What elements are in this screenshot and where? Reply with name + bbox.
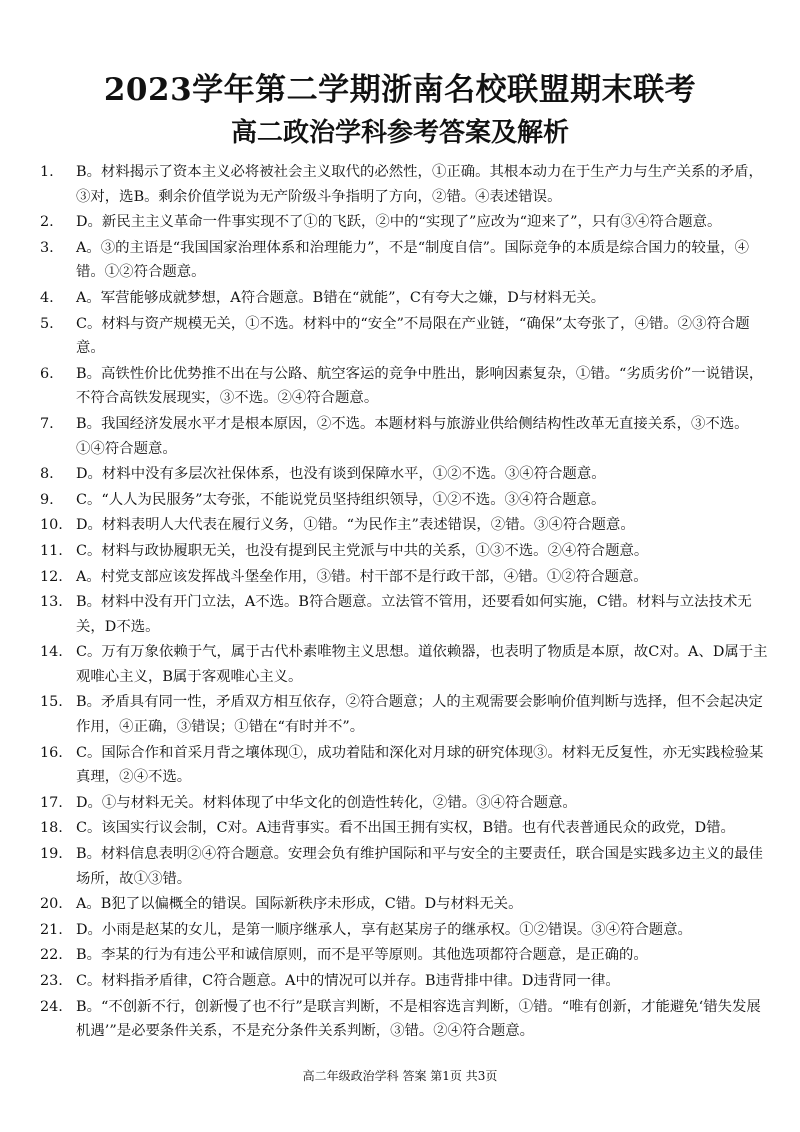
answer-item bbox=[40, 513, 768, 538]
answer-item bbox=[40, 565, 768, 590]
answer-item bbox=[40, 640, 768, 689]
answer-number: 11. bbox=[40, 542, 63, 559]
answer-explanation: B。“不创新不行，创新慢了也不行”是联言判断，不是相容选言判断，①错。“唯有创新，才能避免‘错失发展机遇’”是必要条件关系，不是充分条件关系判断，③错。②④符合题意。 bbox=[76, 998, 761, 1040]
answer-number: 12. bbox=[40, 568, 63, 585]
answer-item bbox=[40, 892, 768, 917]
answer-item bbox=[40, 210, 768, 235]
answer-explanation: D。小雨是赵某的女儿，是第一顺序继承人，享有赵某房子的继承权。①②错误。③④符合题意。 bbox=[76, 921, 692, 938]
answer-item bbox=[40, 312, 768, 361]
answer-item bbox=[40, 590, 768, 639]
answer-explanation: D。材料中没有多层次社保体系，也没有谈到保障水平，①②不选。③④符合题意。 bbox=[76, 466, 606, 483]
answer-explanation: D。材料表明人大代表在履行义务，①错。“为民作主”表述错误，②错。③④符合题意。 bbox=[76, 517, 635, 534]
answer-item bbox=[40, 690, 768, 739]
answer-explanation: C。材料指矛盾律，C符合题意。A中的情况可以并存。B违背排中律。D违背同一律。 bbox=[76, 973, 620, 989]
answer-explanation: A。军营能够成就梦想，A符合题意。B错在“就能”，C有夸大之嫌，D与材料无关。 bbox=[76, 289, 606, 306]
answer-item bbox=[40, 462, 768, 487]
answer-number: 15. bbox=[40, 694, 63, 711]
answer-number: 7. bbox=[40, 415, 54, 432]
answer-item bbox=[40, 286, 768, 311]
answer-item bbox=[40, 816, 768, 841]
answer-number: 10. bbox=[40, 517, 63, 534]
answer-explanation: B。李某的行为有违公平和诚信原则，而不是平等原则。其他选项都符合题意，是正确的。 bbox=[76, 947, 648, 964]
answer-explanation: C。该国实行议会制，C对。A违背事实。看不出国王拥有实权，B错。也有代表普通民众的政党，D错。 bbox=[76, 820, 735, 837]
answer-number: 13. bbox=[40, 594, 63, 611]
answer-explanation: C。国际合作和首采月背之壤体现①，成功着陆和深化对月球的研究体现③。材料无反复性，亦无实践检验某真理，②④不选。 bbox=[76, 744, 764, 786]
answer-item bbox=[40, 539, 768, 564]
answer-explanation: B。材料揭示了资本主义必将被社会主义取代的必然性，①正确。其根本动力在于生产力与生产关系的矛盾，③对，选B。剩余价值学说为无产阶级斗争指明了方向，②错。④表述错误。 bbox=[76, 164, 763, 205]
answer-item bbox=[40, 943, 768, 968]
page-footer: 高二年级政治学科 答案 第1页 共3页 bbox=[302, 1069, 498, 1083]
answer-explanation: B。材料中没有开门立法，A不选。B符合题意。立法管不管用，还要看如何实施，C错。材料与立法技术无关，D不选。 bbox=[76, 594, 752, 635]
answer-explanation: B。高铁性价比优势推不出在与公路、航空客运的竞争中胜出，影响因素复杂，①错。“劣质劣价”一说错误，不符合高铁发展现实，③不选。②④符合题意。 bbox=[76, 365, 764, 407]
answer-explanation: D。新民主主义革命一件事实现不了①的飞跃，②中的“实现了”应改为“迎来了”，只有③④符合题意。 bbox=[76, 214, 722, 231]
answer-item bbox=[40, 918, 768, 943]
answer-number: 21. bbox=[40, 921, 63, 938]
answer-number: 4. bbox=[40, 289, 54, 306]
answer-number: 14. bbox=[40, 644, 63, 661]
answer-item bbox=[40, 362, 768, 411]
answer-explanation: C。材料与政协履职无关，也没有提到民主党派与中共的关系，①③不选。②④符合题意。 bbox=[76, 542, 649, 559]
answer-number: 22. bbox=[40, 947, 63, 964]
answer-number: 16. bbox=[40, 744, 63, 761]
answer-item bbox=[40, 412, 768, 461]
answer-item bbox=[40, 741, 768, 790]
answer-item bbox=[40, 488, 768, 513]
answer-explanation: B。矛盾具有同一性，矛盾双方相互依存，②符合题意；人的主观需要会影响价值判断与选择，但不会起决定作用，④正确，③错误；①错在“有时并不”。 bbox=[76, 694, 763, 736]
answer-explanation: A。村党支部应该发挥战斗堡垒作用，③错。村干部不是行政干部，④错。①②符合题意。 bbox=[76, 568, 648, 585]
answer-item bbox=[40, 969, 768, 994]
answer-item bbox=[40, 842, 768, 891]
answer-number: 8. bbox=[40, 466, 54, 483]
answer-key-subtitle: 高二政治学科参考答案及解析 bbox=[230, 118, 569, 148]
answer-number: 18. bbox=[40, 820, 63, 837]
answer-number: 24. bbox=[40, 998, 63, 1015]
answer-explanation: C。万有万象依赖于气，属于古代朴素唯物主义思想。道依赖器，也表明了物质是本原，故C对。A、D属于主观唯心主义，B属于客观唯心主义。 bbox=[76, 644, 768, 685]
answer-explanation: B。我国经济发展水平才是根本原因，②不选。本题材料与旅游业供给侧结构性改革无直接关系，③不选。①④符合题意。 bbox=[76, 415, 749, 457]
answer-number: 1. bbox=[40, 164, 54, 180]
answer-explanation: C。“人人为民服务”太夸张，不能说党员坚持组织领导，①②不选。③④符合题意。 bbox=[76, 491, 606, 508]
answer-item bbox=[40, 160, 768, 209]
answer-item bbox=[40, 236, 768, 285]
answer-number: 2. bbox=[40, 214, 54, 231]
answer-number: 3. bbox=[40, 239, 54, 256]
answer-list bbox=[40, 160, 768, 1045]
answer-item bbox=[40, 791, 768, 816]
answer-number: 9. bbox=[40, 491, 54, 508]
answer-explanation: A。B犯了以偏概全的错误。国际新秩序未形成，C错。D与材料无关。 bbox=[76, 896, 523, 913]
answer-explanation: B。材料信息表明②④符合题意。安理会负有维护国际和平与安全的主要责任，联合国是实践多边主义的最佳场所，故①③错。 bbox=[76, 846, 763, 887]
answer-explanation: A。③的主语是“我国国家治理体系和治理能力”，不是“制度自信”。国际竞争的本质是综合国力的较量，④错。①②符合题意。 bbox=[76, 239, 750, 281]
answer-number: 6. bbox=[40, 365, 54, 382]
answer-number: 17. bbox=[40, 794, 63, 811]
answer-number: 5. bbox=[40, 315, 54, 332]
answer-number: 19. bbox=[40, 846, 63, 863]
exam-title: 2023学年第二学期浙南名校联盟期末联考 bbox=[103, 72, 697, 108]
answer-number: 20. bbox=[40, 896, 63, 913]
answer-number: 23. bbox=[40, 973, 63, 989]
answer-explanation: D。①与材料无关。材料体现了中华文化的创造性转化，②错。③④符合题意。 bbox=[76, 794, 577, 811]
answer-item bbox=[40, 995, 768, 1044]
answer-explanation: C。材料与资产规模无关，①不选。材料中的“安全”不局限在产业链，“确保”太夸张了，④错。②③符合题意。 bbox=[76, 315, 750, 357]
